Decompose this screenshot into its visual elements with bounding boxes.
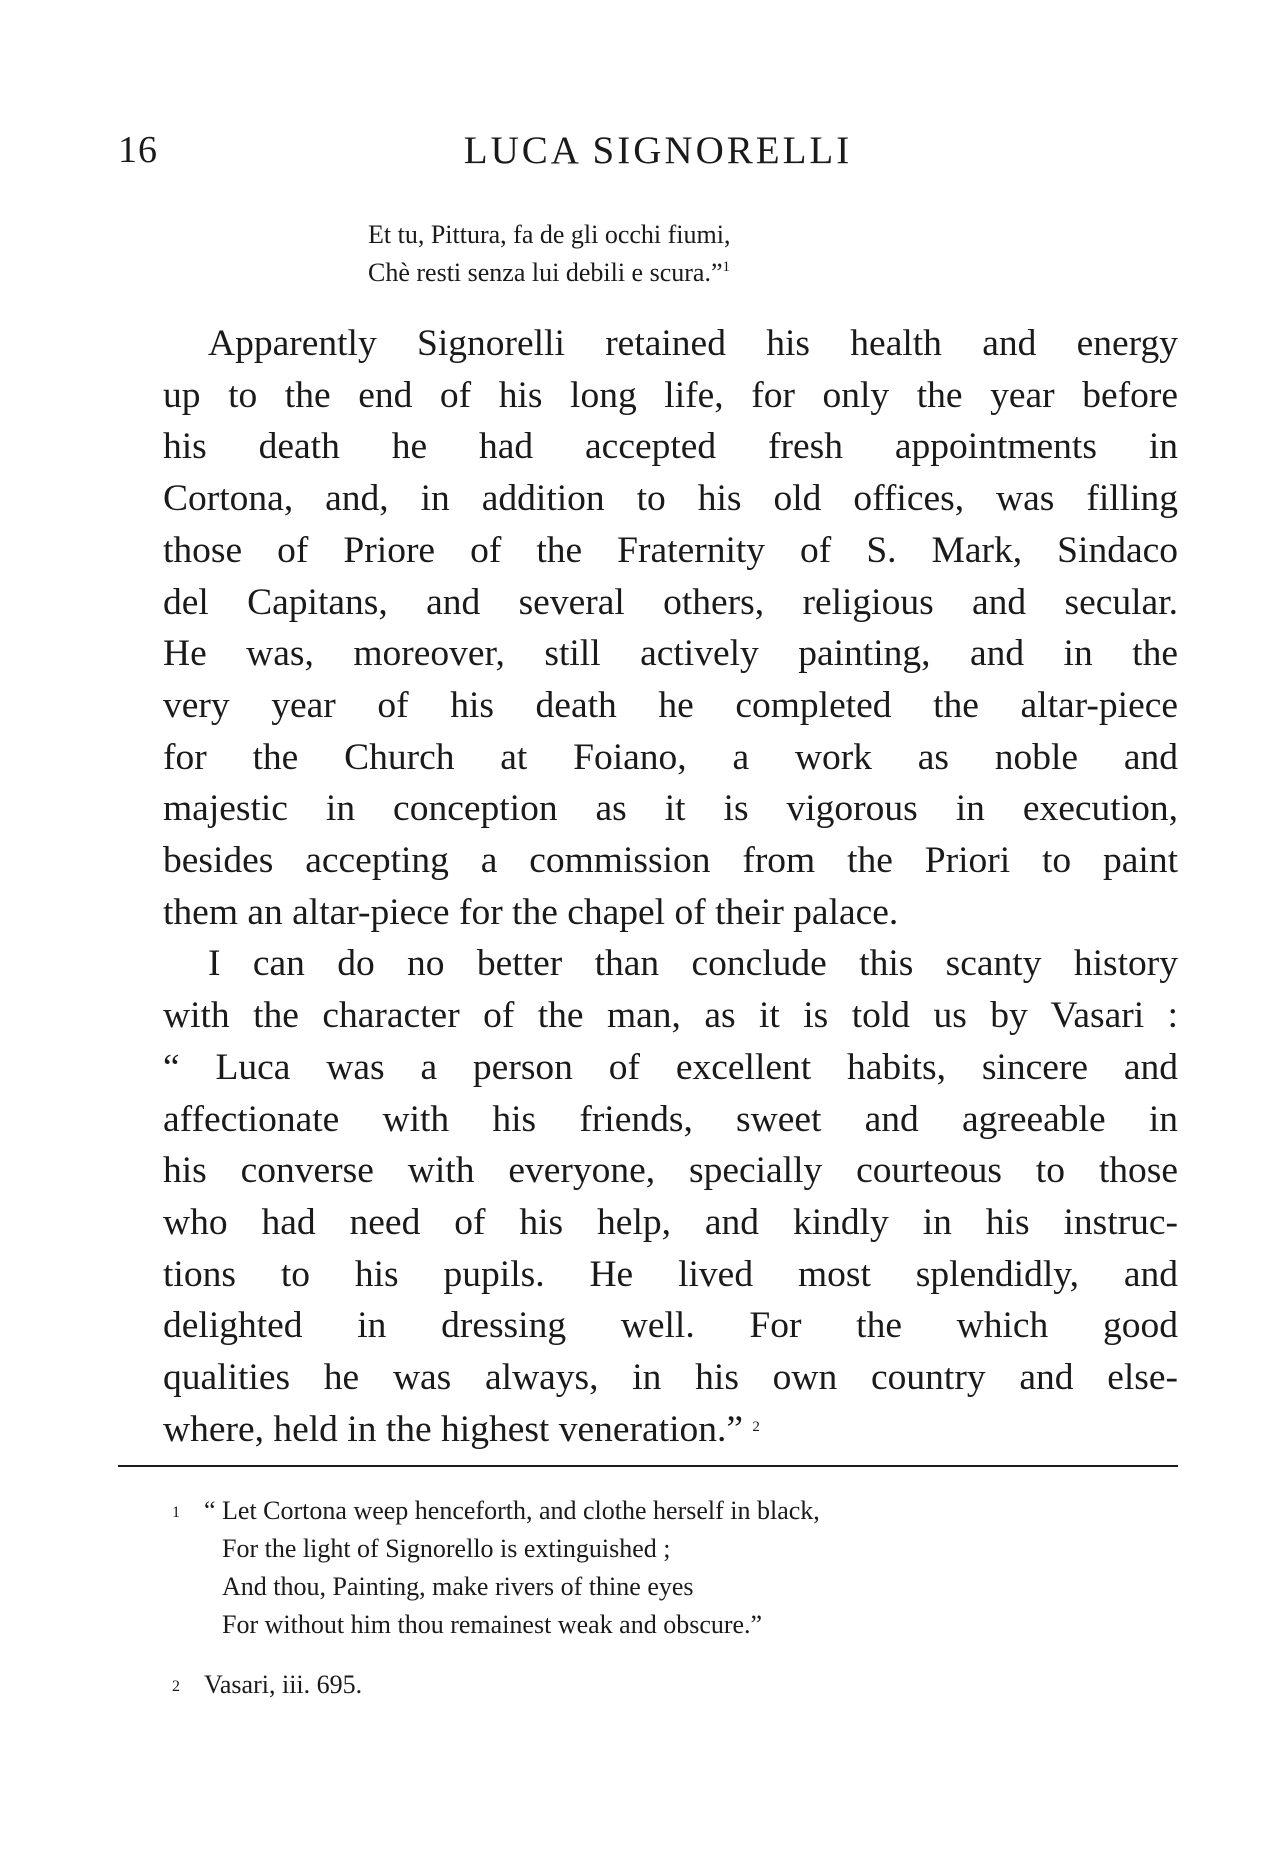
text-line: I can do no better than conclude this scanty history [208,943,1178,985]
footnote-line: “ Let Cortona weep henceforth, and clothe herself in black, [204,1496,820,1525]
footnote-line: And thou, Painting, make rivers of thine eyes [222,1572,694,1601]
footnote-line: Vasari, iii. 695. [204,1670,363,1699]
footnote-mark: 2 [172,1678,180,1695]
paragraph-1 [118,318,1178,938]
footnote-text [172,1666,820,1704]
paragraph-2 [118,938,1178,1455]
footnote-text [172,1492,820,1644]
body-text [118,318,1178,1455]
text-line: delighted in dressing well. For the which good [163,1305,1178,1347]
text-line: them an altar-piece for the chapel of their palace. [163,891,899,933]
text-line: Apparently Signorelli retained his health and energy [208,323,1178,364]
footnote-ref-2: 2 [752,1418,760,1435]
text-line [118,1404,1178,1456]
running-head: LUCA SIGNORELLI [463,129,853,172]
text-line: besides accepting a commission from the Priori to paint [163,840,1178,882]
text-line-content: where, held in the highest veneration.” [163,1408,744,1450]
text-line: tions to his pupils. He lived most splendidly, and [163,1253,1178,1295]
text-line: with the character of the man, as it is told us by Vasari : [163,995,1178,1037]
verse-line: Et tu, Pittura, fa de gli occhi fiumi, [368,220,731,249]
text-line: his death he had accepted fresh appointments in [163,426,1178,468]
text-line: very year of his death he completed the altar-piece [163,684,1178,726]
footnote-mark: 1 [172,1504,180,1521]
footnote-line: For without him thou remainest weak and obscure.” [222,1610,763,1639]
footnote-rule [118,1465,1178,1467]
footnote-1 [172,1492,820,1644]
text-line: He was, moreover, still actively painting, and in the [163,633,1178,675]
text-line: who had need of his help, and kindly in his instruc- [163,1201,1178,1243]
text-line: for the Church at Foiano, a work as noble and [163,736,1178,778]
verse-line [368,254,730,292]
text-line: his converse with everyone, specially courteous to those [163,1150,1178,1192]
text-line: Cortona, and, in addition to his old offices, was filling [163,478,1178,520]
text-line: “ Luca was a person of excellent habits, sincere and [163,1046,1178,1088]
page-header [118,128,1178,188]
footnote-2 [172,1666,820,1704]
text-line: del Capitans, and several others, religious and secular. [163,581,1178,623]
verse-line-text: Chè resti senza lui debili e scura.” [368,258,723,287]
text-line: qualities he was always, in his own country and else- [163,1357,1178,1399]
text-line: affectionate with his friends, sweet and agreeable in [163,1098,1178,1140]
text-line: majestic in conception as it is vigorous in execution, [163,788,1178,830]
footnote-ref-1: 1 [722,259,730,275]
footnotes [172,1492,820,1704]
page-number: 16 [118,129,158,171]
footnote-line: For the light of Signorello is extinguished ; [222,1534,671,1563]
text-line: up to the end of his long life, for only the year before [163,374,1178,416]
text-line: those of Priore of the Fraternity of S. Mark, Sindaco [163,529,1178,571]
verse-quotation [368,216,730,292]
